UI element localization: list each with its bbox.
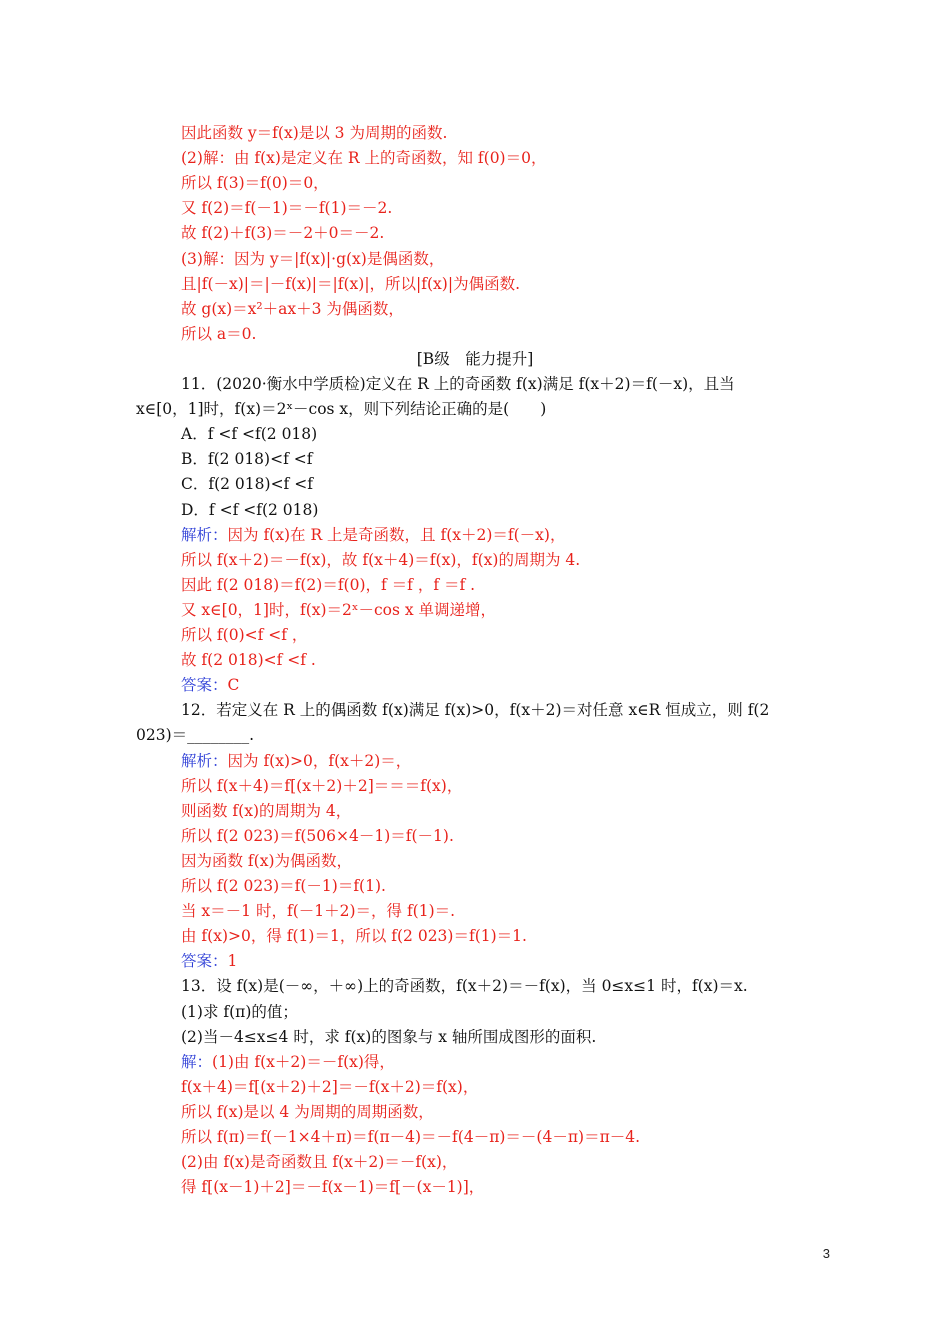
text-line: C．f(2 018)<f <f — [181, 475, 313, 494]
label-prefix: 解析： — [181, 525, 228, 544]
text-line: A．f <f <f(2 018) — [181, 425, 318, 444]
text-line — [181, 750, 411, 772]
page-number: 3 — [822, 1246, 830, 1261]
label-prefix: 解： — [181, 1052, 213, 1071]
label-rest: (1)由 f(x＋2)＝－f(x)得， — [212, 1052, 395, 1071]
text-line — [181, 524, 565, 546]
text-line: D．f <f <f(2 018) — [181, 500, 319, 519]
text-line: 所以 f(3)＝f(0)＝0， — [181, 174, 329, 193]
text-line: 所以 f(0)<f <f ， — [181, 626, 308, 644]
label-prefix: 答案： — [181, 952, 228, 971]
text-line: 当 x＝－1 时，f(－1＋2)＝，得 f(1)＝. — [181, 902, 456, 921]
text-line: 又 f(2)＝f(－1)＝－f(1)＝－2. — [181, 199, 393, 218]
text-line: 又 x∈[0，1]时，f(x)＝2ˣ－cos x 单调递增， — [181, 600, 497, 619]
text-line: 所以 f(2 023)＝f(506×4－1)＝f(－1). — [181, 826, 454, 845]
text-line: 13．设 f(x)是(－∞，＋∞)上的奇函数，f(x＋2)＝－f(x)，当 0≤x≤1 时，f(x)＝x. — [181, 977, 748, 996]
text-line: 由 f(x)>0，得 f(1)＝1，所以 f(2 023)＝f(1)＝1. — [181, 927, 527, 946]
text-line: [B级 能力提升] — [416, 349, 534, 368]
text-line: (3)解：因为 y＝|f(x)|·g(x)是偶函数， — [181, 249, 445, 268]
text-line: 所以 f(x＋4)＝f[(x＋2)＋2]＝＝＝f(x)， — [181, 776, 463, 795]
text-line: x∈[0，1]时，f(x)＝2ˣ－cos x，则下列结论正确的是( ) — [136, 400, 547, 419]
label-rest: 1 — [227, 952, 238, 971]
text-line: f(x＋4)＝f[(x＋2)＋2]＝－f(x＋2)＝f(x)， — [181, 1077, 479, 1096]
text-line: 所以 f(π)＝f(－1×4＋π)＝f(π－4)＝－f(4－π)＝－(4－π)＝π－4. — [181, 1128, 641, 1146]
text-line — [181, 950, 237, 972]
text-line — [181, 674, 239, 696]
text-line: 故 g(x)＝x²＋ax＋3 为偶函数， — [181, 299, 404, 318]
text-line: 得 f[(x－1)＋2]＝－f(x－1)＝f[－(x－1)]， — [181, 1178, 485, 1197]
text-line: (1)求 f(π)的值； — [181, 1002, 298, 1021]
text-line: 所以 f(x)是以 4 为周期的周期函数， — [181, 1102, 434, 1121]
text-line: 所以 f(x＋2)＝－f(x)，故 f(x＋4)＝f(x)，f(x)的周期为 4. — [181, 550, 581, 569]
text-line: 故 f(2)＋f(3)＝－2＋0＝－2. — [181, 224, 385, 243]
label-rest: 因为 f(x)在 R 上是奇函数，且 f(x＋2)＝f(－x)， — [227, 525, 566, 544]
text-line: 所以 f(2 023)＝f(－1)＝f(1). — [181, 877, 386, 895]
label-prefix: 解析： — [181, 751, 228, 770]
text-line: 因此 f(2 018)＝f(2)＝f(0)，f ＝f ，f ＝f . — [181, 575, 476, 594]
text-line: (2)由 f(x)是奇函数且 f(x＋2)＝－f(x)， — [181, 1153, 458, 1172]
label-rest: 因为 f(x)>0，f(x＋2)＝， — [227, 751, 412, 770]
text-line: (2)解：由 f(x)是定义在 R 上的奇函数，知 f(0)＝0， — [181, 149, 547, 168]
text-line: 因为函数 f(x)为偶函数， — [181, 851, 353, 870]
text-line: 11．(2020·衡水中学质检)定义在 R 上的奇函数 f(x)满足 f(x＋2)＝f(－x)，且当 — [181, 375, 735, 393]
text-line: 故 f(2 018)<f <f . — [181, 651, 316, 670]
text-line: 所以 a＝0. — [181, 324, 257, 343]
label-prefix: 答案： — [181, 676, 228, 695]
text-line: 则函数 f(x)的周期为 4， — [181, 801, 352, 820]
label-rest: C — [227, 676, 240, 695]
text-line — [181, 1051, 395, 1073]
text-line: (2)当－4≤x≤4 时，求 f(x)的图象与 x 轴所围成图形的面积. — [181, 1027, 597, 1046]
text-line: 且|f(－x)|＝|－f(x)|＝|f(x)|，所以|f(x)|为偶函数. — [181, 274, 520, 293]
text-line: 因此函数 y＝f(x)是以 3 为周期的函数. — [181, 124, 448, 142]
text-line: 12．若定义在 R 上的偶函数 f(x)满足 f(x)>0，f(x＋2)＝对任意 x∈R 恒成立，则 f(2 — [181, 701, 770, 720]
text-line: 023)＝________. — [136, 726, 255, 745]
text-line: B．f(2 018)<f <f — [181, 450, 313, 469]
